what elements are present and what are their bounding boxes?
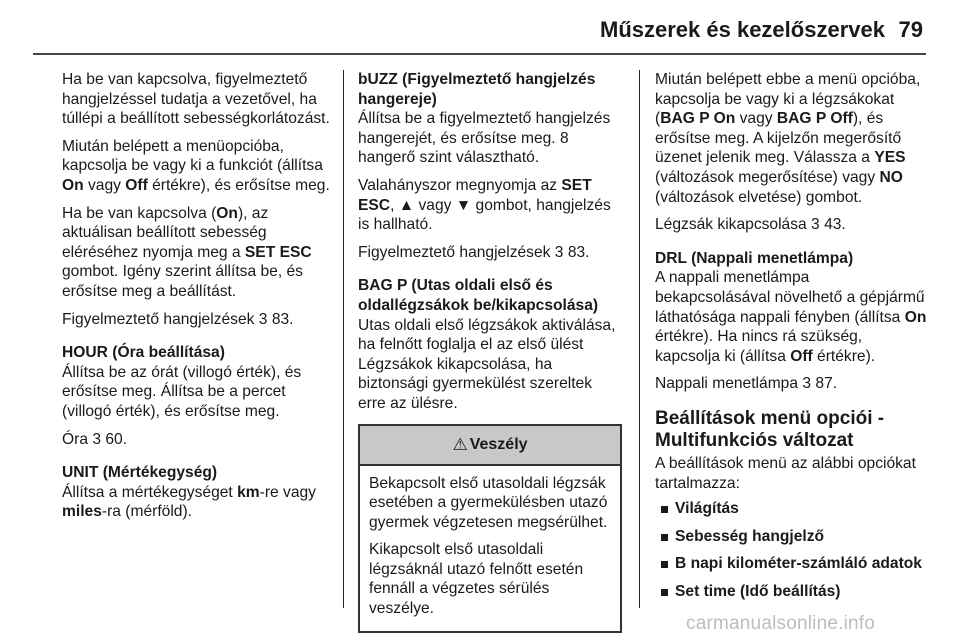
paragraph: Miután belépett ebbe a menü opcióba, kapcsolja be vagy ki a légzsákokat (BAG P On vagy BAG P Off), és erősítse meg. A kijelzőn megerősítő üzenet jelenik meg. Válassza a YES (változások megerősítése) vagy NO (változások elvetése) gombot. [655, 71, 921, 206]
paragraph: A beállítások menü az alábbi opciókat tartalmazza: [655, 454, 916, 492]
section-heading-hour: HOUR (Óra beállítása) [62, 344, 225, 362]
column-1 [62, 70, 332, 530]
section-heading-unit: UNIT (Mértékegység) [62, 464, 218, 482]
list-item: Világítás [655, 499, 927, 519]
square-bullet-icon [661, 589, 668, 596]
options-list [655, 499, 927, 601]
warning-header [360, 426, 620, 466]
paragraph: Ha be van kapcsolva (On), az aktuálisan beállított sebesség eléréséhez nyomja meg a SET ESC gombot. Igény szerint állítsa be, és erősítse meg a beállítást. [62, 204, 312, 300]
chapter-title: Műszerek és kezelőszervek [600, 17, 885, 42]
page-header [0, 0, 960, 56]
watermark: carmanualsonline.info [686, 613, 876, 634]
paragraph: Állítsa a mértékegységet km-re vagy miles-ra (mérföld). [62, 483, 316, 521]
paragraph: Állítsa be a figyelmeztető hangjelzés hangerejét, és erősítse meg. 8 hangerő szint választható. [358, 110, 611, 167]
warning-body [360, 466, 620, 631]
warning-title: Veszély [469, 435, 528, 453]
list-item: B napi kilométer-számláló adatok [655, 554, 927, 574]
paragraph: Kikapcsolt első utasoldali légzsáknál utazó felnőtt esetén fennáll a végzetes sérülés veszélye. [369, 541, 584, 618]
column-divider-2 [639, 70, 640, 608]
warning-box [358, 424, 622, 633]
paragraph: Ha be van kapcsolva, figyelmeztető hangjelzéssel tudatja a vezetővel, ha túllépi a beállított sebességkorlátozást. [62, 71, 330, 128]
cross-reference[interactable]: Légzsák kikapcsolása 3 43. [655, 216, 846, 234]
cross-reference[interactable]: Nappali menetlámpa 3 87. [655, 375, 838, 393]
reference-arrow-icon: 3 [811, 216, 820, 234]
list-item: Sebesség hangjelző [655, 527, 927, 547]
header-divider [33, 53, 926, 55]
reference-arrow-icon: 3 [802, 375, 812, 393]
page-number: 79 [898, 17, 923, 42]
paragraph: A nappali menetlámpa bekapcsolásával növelhető a gépjármű láthatósága nappali fényben (állítsa On értékre). Ha nincs rá szükség, kapcsolja ki (állítsa Off értékre). [655, 269, 927, 365]
reference-arrow-icon: 3 [258, 310, 268, 328]
warning-triangle-icon: ⚠ [452, 434, 468, 454]
reference-arrow-icon: 3 [92, 430, 102, 448]
reference-arrow-icon: 3 [554, 243, 564, 261]
column-2 [358, 70, 624, 633]
section-heading-drl: DRL (Nappali menetlámpa) [655, 249, 854, 267]
square-bullet-icon [661, 506, 668, 513]
section-heading-buzz: bUZZ (Figyelmeztető hangjelzés hangereje) [358, 71, 596, 108]
paragraph: Bekapcsolt első utasoldali légzsák esetében a gyermekülésben utazó gyermek végzetesen megsérülhet. [369, 474, 608, 531]
column-divider-1 [343, 70, 344, 608]
cross-reference[interactable]: Óra 3 60. [62, 430, 128, 448]
paragraph: Utas oldali első légzsákok aktiválása, ha felnőtt foglalja el az első ülést Légzsákok kikapcsolása, ha biztonsági gyermekülést szereltek erre az ülésre. [358, 316, 616, 412]
cross-reference[interactable]: Figyelmeztető hangjelzések 3 83. [62, 310, 294, 328]
square-bullet-icon [661, 561, 668, 568]
square-bullet-icon [661, 534, 668, 541]
section-heading-settings: Beállítások menü opciói - Multifunkciós változat [655, 407, 885, 451]
paragraph: Miután belépett a menüopcióba, kapcsolja be vagy ki a funkciót (állítsa On vagy Off értékre), és erősítse meg. [62, 137, 330, 194]
list-item: Set time (Idő beállítás) [655, 582, 927, 602]
section-heading-bag: BAG P (Utas oldali első és oldallégzsákok be/kikapcsolása) [358, 277, 599, 314]
paragraph: Állítsa be az órát (villogó érték), és erősítse meg. Állítsa be a percet (villogó érték), és erősítse meg. [62, 363, 302, 420]
cross-reference[interactable]: Figyelmeztető hangjelzések 3 83. [358, 243, 590, 261]
paragraph: Valahányszor megnyomja az SET ESC, ▲ vagy ▼ gombot, hangjelzés is hallható. [358, 176, 611, 234]
column-3 [655, 70, 927, 609]
